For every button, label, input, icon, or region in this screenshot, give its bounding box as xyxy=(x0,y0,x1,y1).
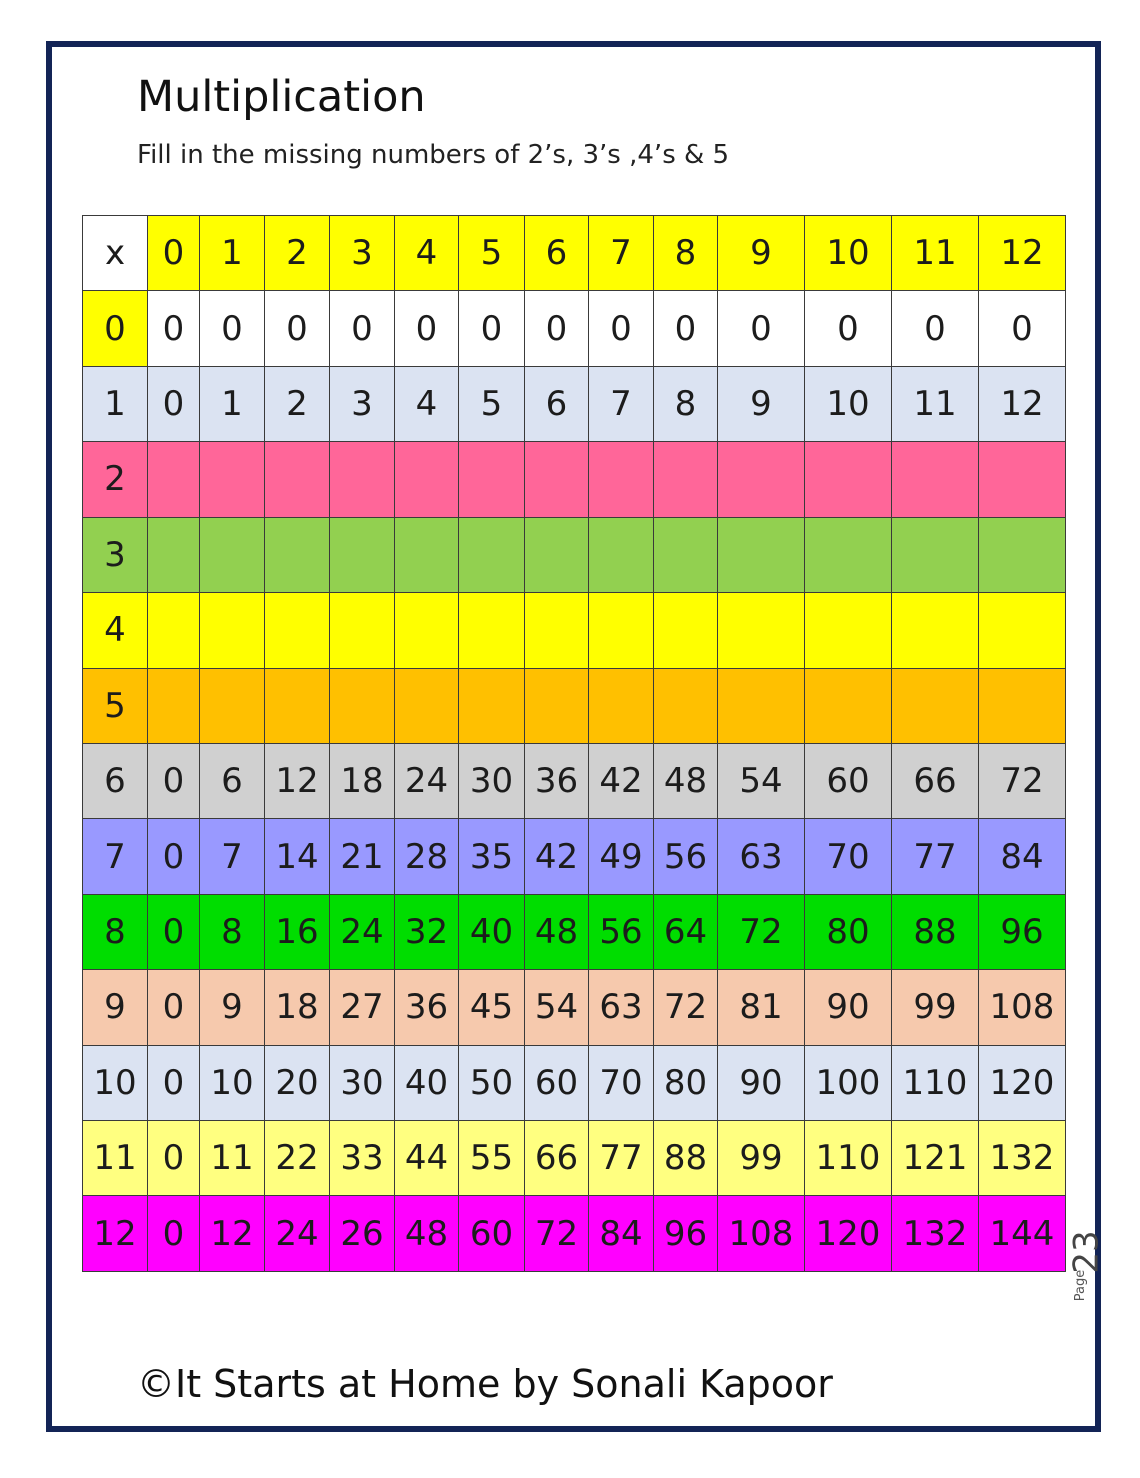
product-cell: 96 xyxy=(979,894,1066,969)
row-header-5: 5 xyxy=(83,668,148,743)
product-cell: 16 xyxy=(265,894,330,969)
product-cell: 0 xyxy=(148,894,200,969)
table-row-3 xyxy=(83,517,1066,592)
product-cell: 72 xyxy=(525,1196,589,1271)
product-cell: 0 xyxy=(265,291,330,366)
blank-answer-cell[interactable] xyxy=(148,593,200,668)
blank-answer-cell[interactable] xyxy=(589,517,654,592)
column-header-8: 8 xyxy=(654,216,718,291)
product-cell: 36 xyxy=(525,743,589,818)
product-cell: 6 xyxy=(525,366,589,441)
blank-answer-cell[interactable] xyxy=(200,593,265,668)
blank-answer-cell[interactable] xyxy=(979,517,1066,592)
product-cell: 0 xyxy=(148,970,200,1045)
blank-answer-cell[interactable] xyxy=(589,442,654,517)
product-cell: 6 xyxy=(200,743,265,818)
product-cell: 56 xyxy=(654,819,718,894)
product-cell: 0 xyxy=(395,291,459,366)
product-cell: 72 xyxy=(979,743,1066,818)
product-cell: 0 xyxy=(654,291,718,366)
row-header-9: 9 xyxy=(83,970,148,1045)
product-cell: 110 xyxy=(805,1121,892,1196)
product-cell: 54 xyxy=(525,970,589,1045)
blank-answer-cell[interactable] xyxy=(395,593,459,668)
column-header-11: 11 xyxy=(892,216,979,291)
table-row-1 xyxy=(83,366,1066,441)
product-cell: 0 xyxy=(589,291,654,366)
product-cell: 22 xyxy=(265,1121,330,1196)
row-header-7: 7 xyxy=(83,819,148,894)
product-cell: 11 xyxy=(892,366,979,441)
table-row-5 xyxy=(83,668,1066,743)
blank-answer-cell[interactable] xyxy=(525,668,589,743)
blank-answer-cell[interactable] xyxy=(654,442,718,517)
column-header-3: 3 xyxy=(330,216,395,291)
product-cell: 11 xyxy=(200,1121,265,1196)
product-cell: 33 xyxy=(330,1121,395,1196)
product-cell: 77 xyxy=(589,1121,654,1196)
product-cell: 0 xyxy=(148,291,200,366)
blank-answer-cell[interactable] xyxy=(459,593,525,668)
product-cell: 40 xyxy=(395,1045,459,1120)
blank-answer-cell[interactable] xyxy=(718,517,805,592)
product-cell: 9 xyxy=(200,970,265,1045)
blank-answer-cell[interactable] xyxy=(718,442,805,517)
blank-answer-cell[interactable] xyxy=(265,442,330,517)
table-row-10 xyxy=(83,1045,1066,1120)
row-header-11: 11 xyxy=(83,1121,148,1196)
table-row-6 xyxy=(83,743,1066,818)
blank-answer-cell[interactable] xyxy=(654,517,718,592)
column-header-6: 6 xyxy=(525,216,589,291)
blank-answer-cell[interactable] xyxy=(525,517,589,592)
product-cell: 24 xyxy=(330,894,395,969)
page-subtitle: Fill in the missing numbers of 2’s, 3’s ,4’s & 5 xyxy=(137,140,730,170)
product-cell: 0 xyxy=(805,291,892,366)
product-cell: 8 xyxy=(200,894,265,969)
product-cell: 100 xyxy=(805,1045,892,1120)
product-cell: 0 xyxy=(330,291,395,366)
copyright-footer: ©It Starts at Home by Sonali Kapoor xyxy=(137,1362,833,1406)
product-cell: 12 xyxy=(979,366,1066,441)
product-cell: 18 xyxy=(330,743,395,818)
product-cell: 30 xyxy=(330,1045,395,1120)
product-cell: 120 xyxy=(979,1045,1066,1120)
blank-answer-cell[interactable] xyxy=(805,593,892,668)
product-cell: 18 xyxy=(265,970,330,1045)
product-cell: 144 xyxy=(979,1196,1066,1271)
table-row-7 xyxy=(83,819,1066,894)
row-header-0: 0 xyxy=(83,291,148,366)
product-cell: 32 xyxy=(395,894,459,969)
blank-answer-cell[interactable] xyxy=(200,517,265,592)
product-cell: 132 xyxy=(979,1121,1066,1196)
product-cell: 45 xyxy=(459,970,525,1045)
header-row xyxy=(83,216,1066,291)
product-cell: 48 xyxy=(525,894,589,969)
product-cell: 110 xyxy=(892,1045,979,1120)
product-cell: 0 xyxy=(459,291,525,366)
product-cell: 63 xyxy=(589,970,654,1045)
product-cell: 2 xyxy=(265,366,330,441)
product-cell: 30 xyxy=(459,743,525,818)
product-cell: 54 xyxy=(718,743,805,818)
product-cell: 120 xyxy=(805,1196,892,1271)
table-row-8 xyxy=(83,894,1066,969)
blank-answer-cell[interactable] xyxy=(805,668,892,743)
blank-answer-cell[interactable] xyxy=(654,668,718,743)
column-header-4: 4 xyxy=(395,216,459,291)
product-cell: 10 xyxy=(805,366,892,441)
product-cell: 12 xyxy=(200,1196,265,1271)
product-cell: 49 xyxy=(589,819,654,894)
product-cell: 0 xyxy=(525,291,589,366)
row-header-1: 1 xyxy=(83,366,148,441)
product-cell: 88 xyxy=(892,894,979,969)
product-cell: 99 xyxy=(892,970,979,1045)
blank-answer-cell[interactable] xyxy=(395,517,459,592)
product-cell: 24 xyxy=(395,743,459,818)
blank-answer-cell[interactable] xyxy=(979,668,1066,743)
blank-answer-cell[interactable] xyxy=(148,668,200,743)
product-cell: 70 xyxy=(805,819,892,894)
product-cell: 10 xyxy=(200,1045,265,1120)
column-header-12: 12 xyxy=(979,216,1066,291)
row-header-12: 12 xyxy=(83,1196,148,1271)
blank-answer-cell[interactable] xyxy=(589,593,654,668)
product-cell: 121 xyxy=(892,1121,979,1196)
blank-answer-cell[interactable] xyxy=(718,593,805,668)
blank-answer-cell[interactable] xyxy=(265,517,330,592)
blank-answer-cell[interactable] xyxy=(265,593,330,668)
product-cell: 108 xyxy=(979,970,1066,1045)
product-cell: 42 xyxy=(589,743,654,818)
product-cell: 40 xyxy=(459,894,525,969)
product-cell: 96 xyxy=(654,1196,718,1271)
product-cell: 36 xyxy=(395,970,459,1045)
product-cell: 3 xyxy=(330,366,395,441)
product-cell: 90 xyxy=(805,970,892,1045)
product-cell: 28 xyxy=(395,819,459,894)
blank-answer-cell[interactable] xyxy=(892,517,979,592)
blank-answer-cell[interactable] xyxy=(330,442,395,517)
blank-answer-cell[interactable] xyxy=(805,517,892,592)
blank-answer-cell[interactable] xyxy=(654,593,718,668)
blank-answer-cell[interactable] xyxy=(892,442,979,517)
blank-answer-cell[interactable] xyxy=(200,668,265,743)
product-cell: 99 xyxy=(718,1121,805,1196)
blank-answer-cell[interactable] xyxy=(805,442,892,517)
table-row-2 xyxy=(83,442,1066,517)
product-cell: 14 xyxy=(265,819,330,894)
blank-answer-cell[interactable] xyxy=(265,668,330,743)
blank-answer-cell[interactable] xyxy=(148,442,200,517)
product-cell: 50 xyxy=(459,1045,525,1120)
product-cell: 12 xyxy=(265,743,330,818)
product-cell: 4 xyxy=(395,366,459,441)
product-cell: 80 xyxy=(654,1045,718,1120)
product-cell: 64 xyxy=(654,894,718,969)
table-row-9 xyxy=(83,970,1066,1045)
table-row-4 xyxy=(83,593,1066,668)
product-cell: 77 xyxy=(892,819,979,894)
product-cell: 132 xyxy=(892,1196,979,1271)
product-cell: 48 xyxy=(654,743,718,818)
blank-answer-cell[interactable] xyxy=(330,668,395,743)
blank-answer-cell[interactable] xyxy=(459,442,525,517)
row-header-10: 10 xyxy=(83,1045,148,1120)
product-cell: 21 xyxy=(330,819,395,894)
blank-answer-cell[interactable] xyxy=(892,668,979,743)
product-cell: 81 xyxy=(718,970,805,1045)
product-cell: 42 xyxy=(525,819,589,894)
blank-answer-cell[interactable] xyxy=(395,668,459,743)
blank-answer-cell[interactable] xyxy=(330,593,395,668)
product-cell: 84 xyxy=(979,819,1066,894)
product-cell: 63 xyxy=(718,819,805,894)
column-header-1: 1 xyxy=(200,216,265,291)
row-header-8: 8 xyxy=(83,894,148,969)
product-cell: 0 xyxy=(892,291,979,366)
product-cell: 7 xyxy=(589,366,654,441)
blank-answer-cell[interactable] xyxy=(459,668,525,743)
row-header-2: 2 xyxy=(83,442,148,517)
product-cell: 1 xyxy=(200,366,265,441)
product-cell: 20 xyxy=(265,1045,330,1120)
product-cell: 56 xyxy=(589,894,654,969)
product-cell: 55 xyxy=(459,1121,525,1196)
blank-answer-cell[interactable] xyxy=(148,517,200,592)
row-header-3: 3 xyxy=(83,517,148,592)
product-cell: 66 xyxy=(525,1121,589,1196)
product-cell: 9 xyxy=(718,366,805,441)
column-header-9: 9 xyxy=(718,216,805,291)
product-cell: 88 xyxy=(654,1121,718,1196)
product-cell: 72 xyxy=(654,970,718,1045)
blank-answer-cell[interactable] xyxy=(525,442,589,517)
product-cell: 35 xyxy=(459,819,525,894)
blank-answer-cell[interactable] xyxy=(330,517,395,592)
blank-answer-cell[interactable] xyxy=(979,593,1066,668)
table-row-11 xyxy=(83,1121,1066,1196)
product-cell: 44 xyxy=(395,1121,459,1196)
blank-answer-cell[interactable] xyxy=(459,517,525,592)
multiplication-table xyxy=(82,215,1066,1272)
table-row-0 xyxy=(83,291,1066,366)
product-cell: 0 xyxy=(148,743,200,818)
page-word: Page xyxy=(1073,1269,1089,1302)
product-cell: 66 xyxy=(892,743,979,818)
row-header-6: 6 xyxy=(83,743,148,818)
product-cell: 70 xyxy=(589,1045,654,1120)
page-number-label xyxy=(1066,1226,1107,1310)
product-cell: 60 xyxy=(525,1045,589,1120)
product-cell: 72 xyxy=(718,894,805,969)
column-header-5: 5 xyxy=(459,216,525,291)
blank-answer-cell[interactable] xyxy=(718,668,805,743)
product-cell: 0 xyxy=(148,1196,200,1271)
product-cell: 80 xyxy=(805,894,892,969)
product-cell: 0 xyxy=(718,291,805,366)
product-cell: 27 xyxy=(330,970,395,1045)
product-cell: 26 xyxy=(330,1196,395,1271)
page-title: Multiplication xyxy=(137,72,426,122)
page-number: 23 xyxy=(1066,1230,1107,1274)
blank-answer-cell[interactable] xyxy=(979,442,1066,517)
corner-cell: x xyxy=(83,216,148,291)
product-cell: 0 xyxy=(148,819,200,894)
product-cell: 0 xyxy=(148,366,200,441)
product-cell: 5 xyxy=(459,366,525,441)
product-cell: 8 xyxy=(654,366,718,441)
product-cell: 0 xyxy=(200,291,265,366)
blank-answer-cell[interactable] xyxy=(200,442,265,517)
product-cell: 108 xyxy=(718,1196,805,1271)
product-cell: 0 xyxy=(979,291,1066,366)
product-cell: 0 xyxy=(148,1045,200,1120)
product-cell: 7 xyxy=(200,819,265,894)
blank-answer-cell[interactable] xyxy=(892,593,979,668)
product-cell: 24 xyxy=(265,1196,330,1271)
blank-answer-cell[interactable] xyxy=(525,593,589,668)
blank-answer-cell[interactable] xyxy=(589,668,654,743)
product-cell: 60 xyxy=(459,1196,525,1271)
column-header-10: 10 xyxy=(805,216,892,291)
product-cell: 0 xyxy=(148,1121,200,1196)
product-cell: 84 xyxy=(589,1196,654,1271)
column-header-0: 0 xyxy=(148,216,200,291)
product-cell: 90 xyxy=(718,1045,805,1120)
product-cell: 48 xyxy=(395,1196,459,1271)
column-header-2: 2 xyxy=(265,216,330,291)
table-row-12 xyxy=(83,1196,1066,1271)
product-cell: 60 xyxy=(805,743,892,818)
row-header-4: 4 xyxy=(83,593,148,668)
blank-answer-cell[interactable] xyxy=(395,442,459,517)
column-header-7: 7 xyxy=(589,216,654,291)
